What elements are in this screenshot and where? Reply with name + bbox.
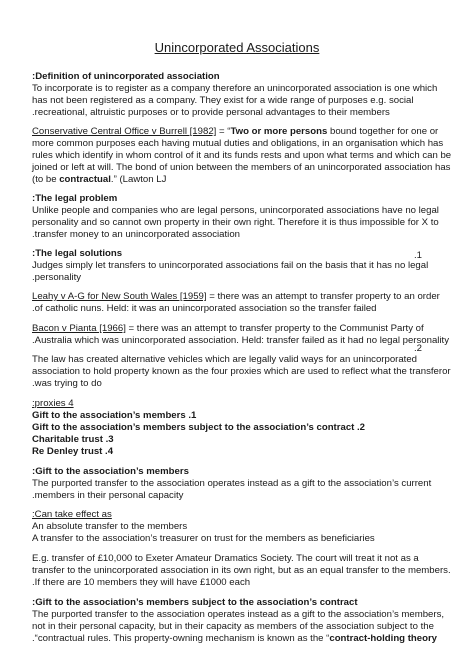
- example-line: E.g. transfer of £10,000 to Exeter Amateur Dramatics Society. The court will treat it not as a: [32, 553, 419, 564]
- quote-end-bold: contractual: [59, 174, 111, 185]
- burrell-quote-end: [32, 174, 166, 186]
- proxy-item: Charitable trust .3: [32, 434, 114, 445]
- bacon-case-rest: = there was an attempt to transfer property to the Communist Party of: [125, 323, 424, 334]
- contract-last-pre: .“contractual rules. This property-owning mechanism is known as the “: [32, 633, 330, 644]
- gift-members-heading: :Gift to the association’s members: [32, 466, 189, 477]
- proxy-item: Gift to the association’s members subject to the association’s contract .2: [32, 422, 366, 433]
- example-line: transfer to the unincorporated association in its own right, but as an equal transfer to the members.: [32, 565, 451, 576]
- problem-text-line: Unlike people and companies who are legal persons, unincorporated associations have no legal: [32, 205, 439, 216]
- burrell-case-line: [32, 126, 438, 138]
- leahy-case-line: [32, 291, 440, 303]
- definition-text-line: To incorporate is to register as a company therefore an unincorporated association is one which: [32, 83, 438, 94]
- gift-contract-line: not in their personal capacity, but in their capacity as members of the association subject to the: [32, 621, 434, 632]
- gift-contract-last-line: [32, 633, 437, 645]
- gift-members-line: .members in their personal capacity: [32, 490, 184, 501]
- proxy-item: Re Denley trust .4: [32, 446, 114, 457]
- burrell-quote-rest: bound together for one or: [327, 126, 439, 137]
- leahy-case-rest: = there was an attempt to transfer property to an order: [206, 291, 440, 302]
- solution-1-line: .personality: [32, 272, 82, 283]
- take-effect-heading: :Can take effect as: [32, 509, 112, 520]
- burrell-quote-bold: Two or more persons: [230, 126, 328, 137]
- definition-text-line: has not been registered as a company. They exist for a wide range of purposes e.g. social: [32, 95, 414, 106]
- burrell-quote-line: joined or left at will. The bond of union between the members of an unincorporated association has: [32, 162, 451, 173]
- solution-2-number: .2: [414, 343, 423, 354]
- leahy-case-line: .of catholic nuns. Held: it was an unincorporated association so the transfer failed: [32, 303, 377, 314]
- gift-members-line: The purported transfer to the association operates instead as a gift to the association’s current: [32, 478, 432, 489]
- leahy-case-name: Leahy v A-G for New South Wales [1959]: [32, 291, 207, 302]
- page-title: Unincorporated Associations: [154, 40, 320, 55]
- solution-1-number: .1: [414, 250, 423, 261]
- quote-end-post: .” (Lawton LJ: [110, 174, 167, 185]
- take-effect-line: A transfer to the association’s treasurer on trust for the members as beneficiaries: [32, 533, 375, 544]
- problem-text-line: personality and so cannot own property in their own right. Therefore it is thus impossible for X to: [32, 217, 439, 228]
- problem-heading: :The legal problem: [32, 193, 118, 204]
- definition-text-line: .recreational, altruistic purposes or to provide personal advantages to their members: [32, 107, 390, 118]
- burrell-quote-line: more common purposes each having mutual duties and obligations, in an organisation which has: [32, 138, 444, 149]
- bacon-case-line: [32, 323, 424, 335]
- contract-holding-theory: contract-holding theory: [329, 633, 438, 644]
- gift-contract-heading: :Gift to the association’s members subject to the association’s contract: [32, 597, 358, 608]
- bacon-case-line: .Australia which was unincorporated association. Held: transfer failed as it had no legal personality: [32, 335, 450, 346]
- solution-2-line: .was trying to do: [32, 378, 102, 389]
- solution-2-line: association to hold property known as the four proxies which are used to reflect what the transferor: [32, 366, 451, 377]
- burrell-case-name: Conservative Central Office v Burrell [1982]: [32, 126, 217, 137]
- solutions-heading: :The legal solutions: [32, 248, 123, 259]
- gift-contract-line: The purported transfer to the association operates instead as a gift to the association’s members,: [32, 609, 445, 620]
- example-line: .If there are 10 members they will have £1000 each: [32, 577, 251, 588]
- problem-text-line: .transfer money to an unincorporated association: [32, 229, 240, 240]
- bacon-case-name: Bacon v Pianta [1966]: [32, 323, 126, 334]
- take-effect-line: An absolute transfer to the members: [32, 521, 188, 532]
- burrell-eq: = “: [216, 126, 231, 137]
- proxies-heading: :proxies 4: [32, 398, 74, 409]
- solution-2-line: The law has created alternative vehicles which are legally valid ways for an unincorporated: [32, 354, 418, 365]
- burrell-quote-line: rules which identify in whom control of it and its funds rests and upon what terms and which can be: [32, 150, 452, 161]
- proxy-item: Gift to the association’s members .1: [32, 410, 197, 421]
- definition-heading: :Definition of unincorporated association: [32, 71, 220, 82]
- quote-end-pre: (to be: [32, 174, 60, 185]
- solution-1-line: Judges simply let transfers to unincorporated associations fail on the basis that it has no legal: [32, 260, 429, 271]
